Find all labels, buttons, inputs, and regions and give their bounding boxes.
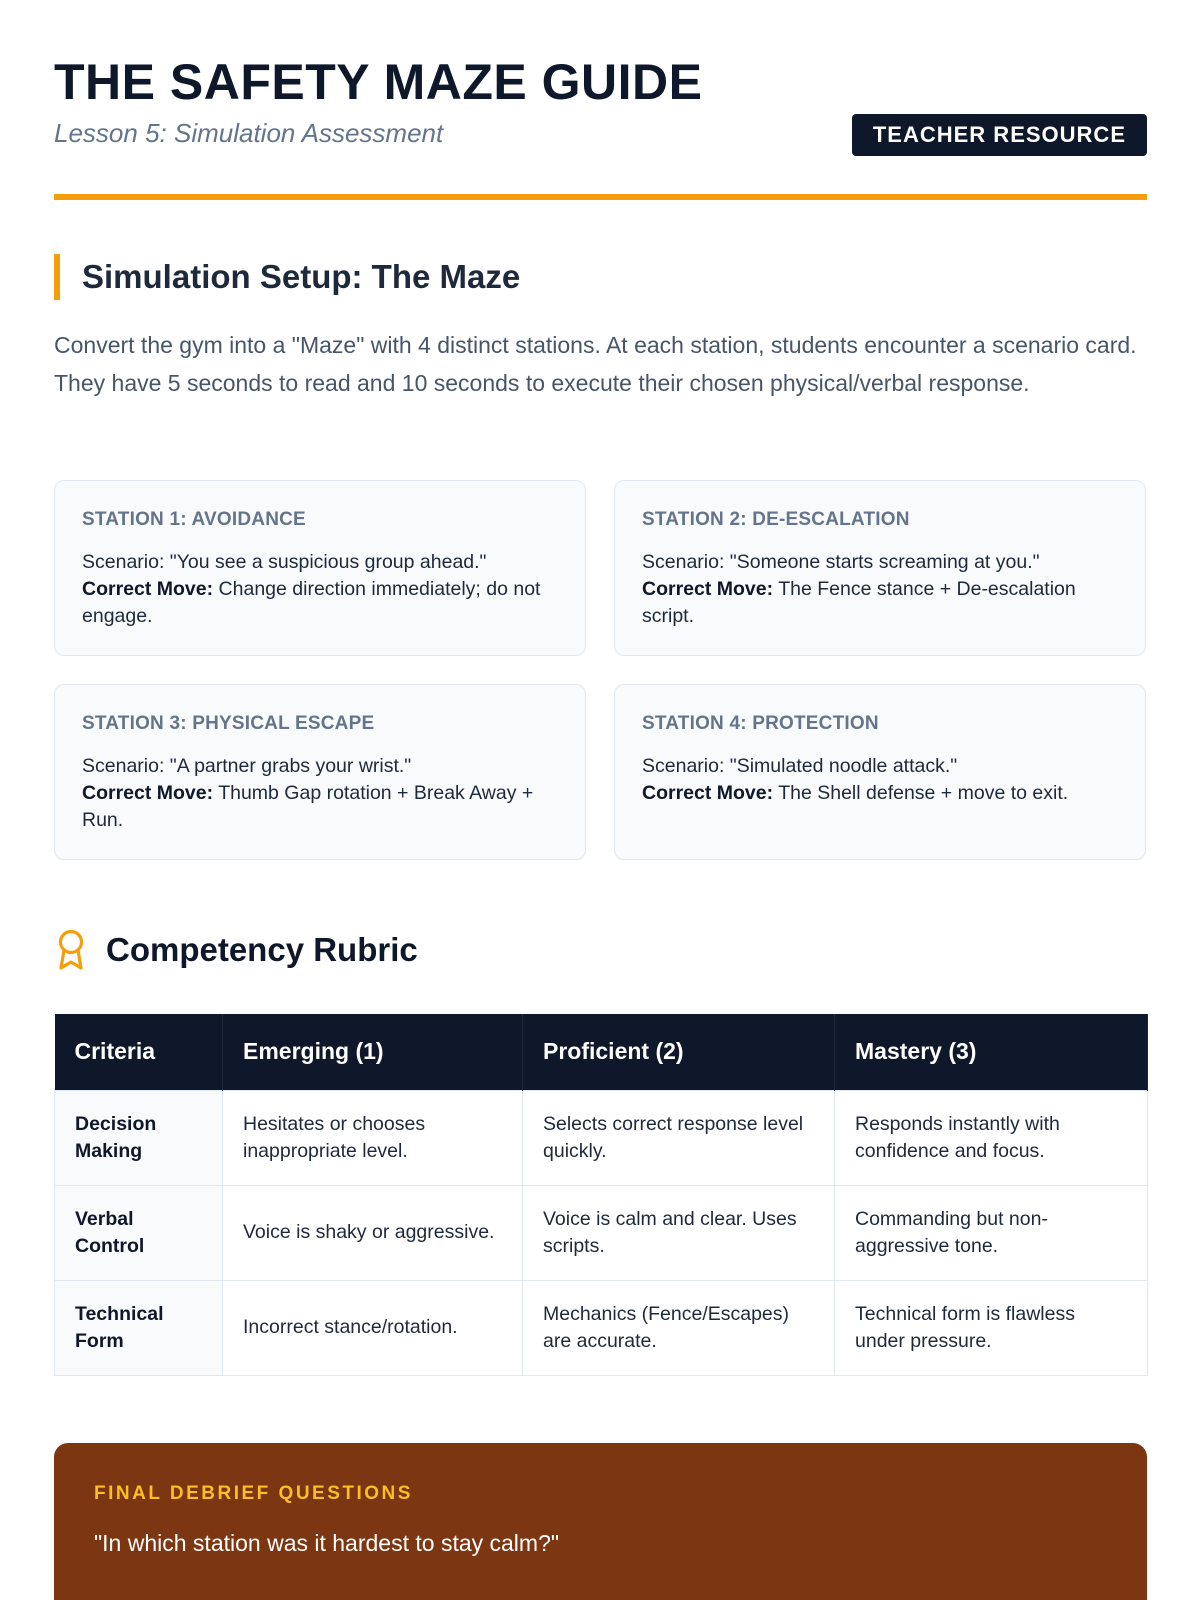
column-header-criteria: Criteria bbox=[55, 1014, 223, 1090]
criteria-cell: Technical Form bbox=[55, 1280, 223, 1375]
table-row bbox=[55, 1280, 1148, 1375]
station-card-2 bbox=[614, 480, 1146, 656]
station-scenario: Scenario: "Someone starts screaming at you." bbox=[642, 551, 1040, 573]
station-body bbox=[642, 753, 1119, 807]
column-header-proficient: Proficient (2) bbox=[523, 1014, 835, 1090]
proficient-cell: Mechanics (Fence/Escapes) are accurate. bbox=[523, 1280, 835, 1375]
column-header-mastery: Mastery (3) bbox=[835, 1014, 1148, 1090]
station-scenario: Scenario: "A partner grabs your wrist." bbox=[82, 755, 412, 777]
debrief-question: "In which station was it hardest to stay calm?" bbox=[94, 1530, 560, 1556]
station-card-3 bbox=[54, 684, 586, 860]
correct-move-text: The Shell defense + move to exit. bbox=[778, 782, 1069, 804]
emerging-cell: Hesitates or chooses inappropriate level. bbox=[223, 1090, 523, 1185]
proficient-cell: Voice is calm and clear. Uses scripts. bbox=[523, 1185, 835, 1280]
emerging-cell: Incorrect stance/rotation. bbox=[223, 1280, 523, 1375]
correct-move-text: The Fence stance + De-escalation script. bbox=[642, 578, 1076, 627]
criteria-cell: Verbal Control bbox=[55, 1185, 223, 1280]
accent-bar bbox=[54, 254, 60, 300]
station-title: STATION 1: AVOIDANCE bbox=[82, 509, 306, 530]
station-body bbox=[82, 753, 559, 834]
mastery-cell: Commanding but non-aggressive tone. bbox=[835, 1185, 1148, 1280]
setup-section-heading bbox=[54, 254, 520, 300]
correct-move-text: Thumb Gap rotation + Break Away + Run. bbox=[82, 782, 534, 831]
correct-move-label: Correct Move: bbox=[642, 578, 774, 600]
mastery-cell: Technical form is flawless under pressure. bbox=[835, 1280, 1148, 1375]
station-scenario: Scenario: "Simulated noodle attack." bbox=[642, 755, 958, 777]
proficient-cell: Selects correct response level quickly. bbox=[523, 1090, 835, 1185]
station-body bbox=[82, 549, 559, 630]
station-card-1 bbox=[54, 480, 586, 656]
document-title: THE SAFETY MAZE GUIDE bbox=[54, 54, 703, 110]
station-card-4 bbox=[614, 684, 1146, 860]
correct-move-text: Change direction immediately; do not engage. bbox=[82, 578, 541, 627]
rubric-heading: Competency Rubric bbox=[106, 931, 418, 968]
setup-intro: Convert the gym into a "Maze" with 4 distinct stations. At each station, students encounter a scenario card. They have 5 seconds to read and 10 seconds to execute their chosen physical/verbal response. bbox=[54, 332, 1137, 396]
criteria-cell: Decision Making bbox=[55, 1090, 223, 1185]
award-icon bbox=[54, 928, 88, 972]
station-title: STATION 3: PHYSICAL ESCAPE bbox=[82, 713, 375, 734]
lesson-subtitle: Lesson 5: Simulation Assessment bbox=[54, 118, 444, 148]
teacher-resource-badge: TEACHER RESOURCE bbox=[852, 114, 1147, 156]
table-row bbox=[55, 1090, 1148, 1185]
station-scenario: Scenario: "You see a suspicious group ahead." bbox=[82, 551, 487, 573]
column-header-emerging: Emerging (1) bbox=[223, 1014, 523, 1090]
document-header bbox=[54, 0, 1147, 200]
emerging-cell: Voice is shaky or aggressive. bbox=[223, 1185, 523, 1280]
table-row bbox=[55, 1185, 1148, 1280]
station-title: STATION 4: PROTECTION bbox=[642, 713, 879, 734]
station-title: STATION 2: DE-ESCALATION bbox=[642, 509, 910, 530]
header-divider bbox=[54, 194, 1147, 200]
setup-heading: Simulation Setup: The Maze bbox=[82, 258, 521, 295]
competency-rubric-table bbox=[54, 1014, 1148, 1376]
debrief-heading: FINAL DEBRIEF QUESTIONS bbox=[94, 1483, 413, 1504]
debrief-box bbox=[54, 1443, 1147, 1600]
rubric-section-heading bbox=[54, 928, 418, 972]
mastery-cell: Responds instantly with confidence and focus. bbox=[835, 1090, 1148, 1185]
table-header-row bbox=[55, 1014, 1148, 1090]
station-body bbox=[642, 549, 1119, 630]
station-cards bbox=[54, 480, 1147, 860]
correct-move-label: Correct Move: bbox=[82, 578, 214, 600]
correct-move-label: Correct Move: bbox=[82, 782, 214, 804]
document-page bbox=[54, 0, 1147, 1556]
correct-move-label: Correct Move: bbox=[642, 782, 774, 804]
